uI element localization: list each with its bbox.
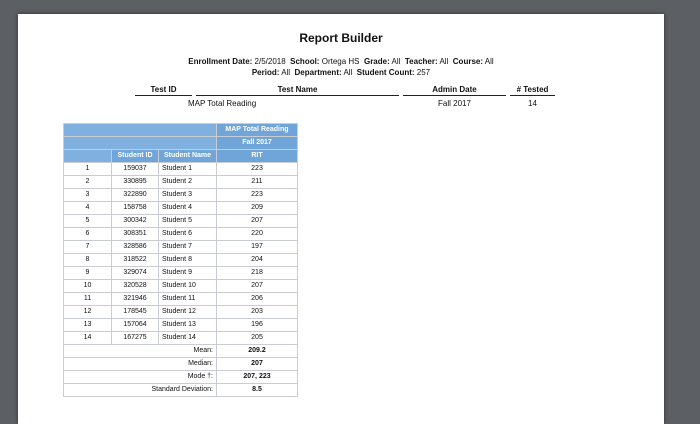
school-label: School:	[290, 57, 320, 66]
row-number-cell: 10	[64, 280, 112, 293]
row-number-cell: 11	[64, 293, 112, 306]
header-tested: # Tested	[510, 85, 555, 96]
table-header-row	[64, 137, 298, 150]
report-filters-line-2	[18, 68, 664, 77]
student-name-cell: Student 7	[159, 241, 217, 254]
student-id-cell: 167275	[112, 332, 159, 345]
student-name-cell: Student 10	[159, 280, 217, 293]
student-count-label: Student Count:	[356, 68, 415, 77]
test-name-cell: MAP Total Reading	[188, 99, 257, 108]
row-number-cell: 4	[64, 202, 112, 215]
grade-value: All	[391, 57, 401, 66]
table-row	[64, 241, 298, 254]
stat-row	[64, 358, 298, 371]
enrollment-date-label: Enrollment Date:	[188, 57, 253, 66]
enrollment-date-value: 2/5/2018	[254, 57, 286, 66]
table-row	[64, 293, 298, 306]
page-title: Report Builder	[299, 31, 383, 45]
table-row	[64, 319, 298, 332]
stat-value: 207, 223	[217, 371, 298, 384]
table-row	[64, 202, 298, 215]
row-number-cell: 3	[64, 189, 112, 202]
column-student-id: Student ID	[112, 150, 159, 163]
course-value: All	[484, 57, 494, 66]
student-id-cell: 320528	[112, 280, 159, 293]
student-id-cell: 328586	[112, 241, 159, 254]
stat-label: Median:	[64, 358, 217, 371]
admin-date-cell: Fall 2017	[438, 99, 471, 108]
table-row	[64, 332, 298, 345]
student-id-cell: 300342	[112, 215, 159, 228]
stat-row	[64, 384, 298, 397]
student-id-cell: 318522	[112, 254, 159, 267]
course-label: Course:	[452, 57, 484, 66]
row-number-cell: 1	[64, 163, 112, 176]
row-number-cell: 2	[64, 176, 112, 189]
stat-value: 8.5	[217, 384, 298, 397]
student-name-cell: Student 9	[159, 267, 217, 280]
table-row	[64, 215, 298, 228]
table-row	[64, 163, 298, 176]
student-id-cell: 158758	[112, 202, 159, 215]
table-row	[64, 189, 298, 202]
row-number-cell: 5	[64, 215, 112, 228]
rit-score-cell: 218	[217, 267, 298, 280]
table-row	[64, 280, 298, 293]
rit-score-cell: 196	[217, 319, 298, 332]
table-row	[64, 228, 298, 241]
student-name-cell: Student 5	[159, 215, 217, 228]
student-id-cell: 178545	[112, 306, 159, 319]
grade-label: Grade:	[363, 57, 390, 66]
stat-value: 209.2	[217, 345, 298, 358]
student-id-cell: 308351	[112, 228, 159, 241]
rit-score-cell: 204	[217, 254, 298, 267]
header-test-title: MAP Total Reading	[217, 124, 298, 137]
table-row	[64, 254, 298, 267]
period-label: Period:	[251, 68, 280, 77]
row-number-cell: 6	[64, 228, 112, 241]
table-header-row	[64, 150, 298, 163]
stat-row	[64, 371, 298, 384]
header-test-name: Test Name	[196, 85, 399, 96]
report-filters-line-1	[18, 57, 664, 66]
rit-score-cell: 223	[217, 163, 298, 176]
student-id-cell: 330895	[112, 176, 159, 189]
scores-table	[63, 123, 298, 397]
row-number-cell: 14	[64, 332, 112, 345]
department-label: Department:	[294, 68, 342, 77]
rit-score-cell: 207	[217, 280, 298, 293]
student-id-cell: 322890	[112, 189, 159, 202]
student-name-cell: Student 8	[159, 254, 217, 267]
stat-label: Mean:	[64, 345, 217, 358]
column-rit: RIT	[217, 150, 298, 163]
table-row	[64, 267, 298, 280]
row-number-cell: 13	[64, 319, 112, 332]
stat-row	[64, 345, 298, 358]
department-value: All	[343, 68, 353, 77]
row-number-cell: 7	[64, 241, 112, 254]
teacher-label: Teacher:	[404, 57, 438, 66]
student-name-cell: Student 6	[159, 228, 217, 241]
rit-score-cell: 211	[217, 176, 298, 189]
header-spacer	[64, 150, 112, 163]
student-name-cell: Student 4	[159, 202, 217, 215]
student-name-cell: Student 3	[159, 189, 217, 202]
tested-count-cell: 14	[528, 99, 537, 108]
rit-score-cell: 220	[217, 228, 298, 241]
student-id-cell: 329074	[112, 267, 159, 280]
rit-score-cell: 223	[217, 189, 298, 202]
rit-score-cell: 209	[217, 202, 298, 215]
stat-label: Mode †:	[64, 371, 217, 384]
rit-score-cell: 207	[217, 215, 298, 228]
student-name-cell: Student 14	[159, 332, 217, 345]
rit-score-cell: 203	[217, 306, 298, 319]
student-name-cell: Student 13	[159, 319, 217, 332]
table-header-row	[64, 124, 298, 137]
table-row	[64, 306, 298, 319]
rit-score-cell: 206	[217, 293, 298, 306]
student-id-cell: 159037	[112, 163, 159, 176]
teacher-value: All	[439, 57, 449, 66]
student-name-cell: Student 11	[159, 293, 217, 306]
row-number-cell: 8	[64, 254, 112, 267]
column-student-name: Student Name	[159, 150, 217, 163]
header-term: Fall 2017	[217, 137, 298, 150]
stat-label: Standard Deviation:	[64, 384, 217, 397]
school-value: Ortega HS	[321, 57, 360, 66]
student-name-cell: Student 2	[159, 176, 217, 189]
student-name-cell: Student 12	[159, 306, 217, 319]
rit-score-cell: 197	[217, 241, 298, 254]
header-test-id: Test ID	[135, 85, 192, 96]
student-id-cell: 321946	[112, 293, 159, 306]
header-spacer	[64, 124, 217, 137]
stat-value: 207	[217, 358, 298, 371]
rit-score-cell: 205	[217, 332, 298, 345]
table-row	[64, 176, 298, 189]
header-spacer	[64, 137, 217, 150]
header-admin-date: Admin Date	[403, 85, 506, 96]
student-name-cell: Student 1	[159, 163, 217, 176]
student-count-value: 257	[416, 68, 431, 77]
report-page	[18, 14, 664, 424]
row-number-cell: 9	[64, 267, 112, 280]
student-id-cell: 157064	[112, 319, 159, 332]
period-value: All	[281, 68, 291, 77]
row-number-cell: 12	[64, 306, 112, 319]
